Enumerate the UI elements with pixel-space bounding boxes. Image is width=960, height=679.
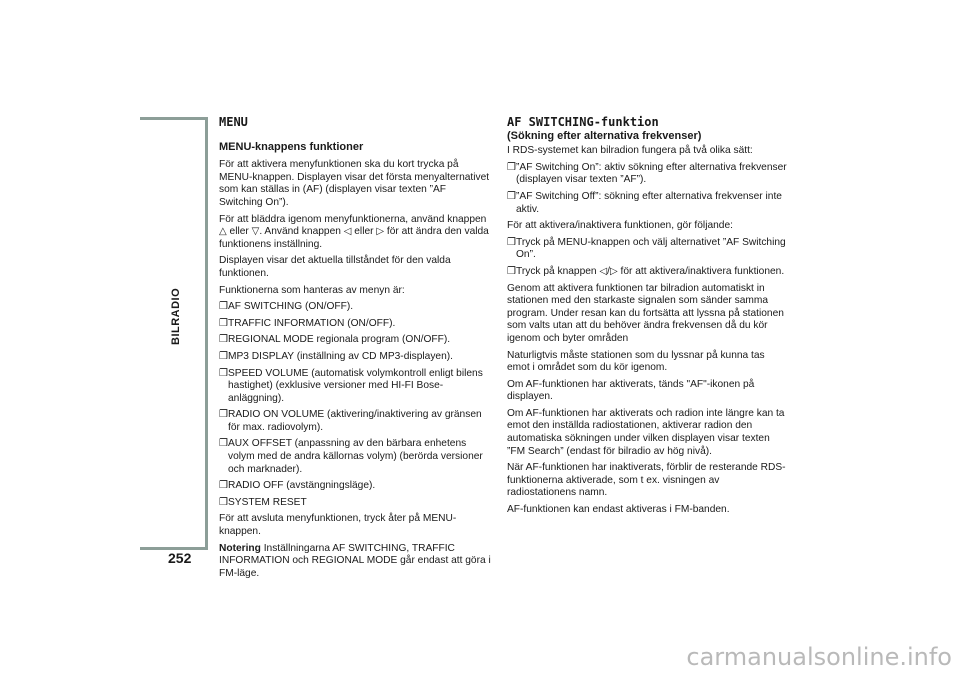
list-item: ❒ ”AF Switching Off”: sökning efter alternativa frekvenser inte aktiv.: [507, 190, 782, 215]
list-item: ❒ SYSTEM RESET: [219, 496, 307, 508]
list-item: ❒ Tryck på knappen ◁/▷ för att aktivera/inaktivera funktionen.: [507, 265, 785, 277]
checkbox-bullet-icon: ❒: [219, 317, 228, 329]
list-item: ❒ SPEED VOLUME (automatisk volymkontroll enligt bilens hastighet) (exklusive versioner med HI-FI Bose-anläggning).: [219, 367, 483, 404]
checkbox-bullet-icon: ❒: [219, 438, 228, 450]
page-number: 252: [168, 550, 192, 566]
left-column: [219, 116, 491, 584]
checkbox-bullet-icon: ❒: [219, 367, 228, 379]
checkbox-bullet-icon: ❒: [507, 236, 516, 248]
watermark: carmanualsonline.info: [686, 643, 952, 671]
checkbox-bullet-icon: ❒: [219, 301, 228, 313]
checkbox-bullet-icon: ❒: [507, 161, 516, 173]
checkbox-bullet-icon: ❒: [219, 480, 228, 492]
paragraph: När AF-funktionen har inaktiverats, förblir de resterande RDS-funktionerna aktiverade, som t ex. visningen av radiostationens namn.: [507, 462, 786, 499]
section-label: BILRADIO: [170, 287, 182, 345]
menu-subheading: MENU-knappens funktioner: [219, 140, 364, 153]
paragraph: Om AF-funktionen har aktiverats och radion inte längre kan ta emot den inställda radiostationen, aktiverar radion den automatiska sökningen under vilken displayen visar texten ”FM Search” (endast för bilradio av hög nivå).: [507, 407, 785, 457]
up-arrow-icon: △: [219, 226, 227, 238]
checkbox-bullet-icon: ❒: [507, 190, 516, 202]
checkbox-bullet-icon: ❒: [219, 409, 228, 421]
paragraph: AF-funktionen kan endast aktiveras i FM-banden.: [507, 504, 730, 516]
paragraph: I RDS-systemet kan bilradion fungera på två olika sätt:: [507, 145, 753, 157]
menu-heading: MENU: [219, 115, 248, 129]
paragraph: För att aktivera/inaktivera funktionen, gör följande:: [507, 220, 733, 232]
paragraph: Om AF-funktionen har aktiverats, tänds "AF"-ikonen på displayen.: [507, 378, 755, 403]
right-arrow-icon: ▷: [376, 226, 385, 238]
list-item: ❒ ”AF Switching On”: aktiv sökning efter alternativa frekvenser (displayen visar texten ”AF”).: [507, 161, 787, 186]
paragraph: Genom att aktivera funktionen tar bilradion automatiskt in stationen med den starkaste signalen som sänder samma program. Under resan kan du fortsätta att lyssna på stationen som valts utan att du behöver ändra frekvensen då du kör igenom och byter områden: [507, 282, 784, 344]
list-item: ❒ RADIO OFF (avstängningsläge).: [219, 480, 376, 492]
paragraph: För att aktivera menyfunktionen ska du kort trycka på MENU-knappen. Displayen visar det första menyalternativet som kan ställas in (AF) (displayen visar texten ”AF Switching On”).: [219, 159, 490, 208]
checkbox-bullet-icon: ❒: [507, 265, 516, 277]
sidebar-rule-vertical: [205, 117, 208, 550]
list-item: ❒ RADIO ON VOLUME (aktivering/inaktivering av gränsen för max. radiovolym).: [219, 409, 482, 433]
down-arrow-icon: ▽: [251, 226, 260, 238]
paragraph: För att avsluta menyfunktionen, tryck åter på MENU-knappen.: [219, 513, 457, 538]
note: [219, 543, 491, 581]
sidebar-rule-top: [140, 117, 208, 120]
list-item: ❒ AUX OFFSET (anpassning av den bärbara enhetens volym med de andra källornas volym) (berörda versioner och marknader).: [219, 438, 483, 475]
note-text: Inställningarna AF SWITCHING, TRAFFIC INFORMATION och REGIONAL MODE går endast att göra i FM-läge.: [219, 542, 491, 579]
checkbox-bullet-icon: ❒: [219, 350, 228, 362]
paragraph: Displayen visar det aktuella tillståndet för den valda funktionen.: [219, 255, 451, 279]
note-label: Notering: [219, 542, 261, 554]
af-subheading: (Sökning efter alternativa frekvenser): [507, 129, 702, 142]
left-arrow-icon: ◁: [599, 265, 608, 277]
paragraph-navigation: För att bläddra igenom menyfunktionerna, använd knappen △ eller ▽. Använd knappen ◁ eller ▷ för att ändra den valda funktionens inställning.: [219, 213, 489, 250]
right-column: [507, 116, 787, 521]
list-item: ❒ Tryck på MENU-knappen och välj alternativet ”AF Switching On”.: [507, 236, 786, 261]
right-arrow-icon: ▷: [609, 265, 618, 277]
af-heading: AF SWITCHING-funktion: [507, 115, 659, 129]
list-item: ❒ AF SWITCHING (ON/OFF).: [219, 301, 354, 313]
paragraph: Funktionerna som hanteras av menyn är:: [219, 284, 405, 296]
checkbox-bullet-icon: ❒: [219, 334, 228, 346]
list-item: ❒ REGIONAL MODE regionala program (ON/OFF).: [219, 334, 451, 346]
list-item: ❒ MP3 DISPLAY (inställning av CD MP3-displayen).: [219, 350, 453, 362]
checkbox-bullet-icon: ❒: [219, 496, 228, 508]
left-arrow-icon: ◁: [343, 226, 352, 238]
list-item: ❒ TRAFFIC INFORMATION (ON/OFF).: [219, 317, 396, 329]
paragraph: Naturligtvis måste stationen som du lyssnar på kunna tas emot i området som du kör igenom.: [507, 349, 765, 374]
